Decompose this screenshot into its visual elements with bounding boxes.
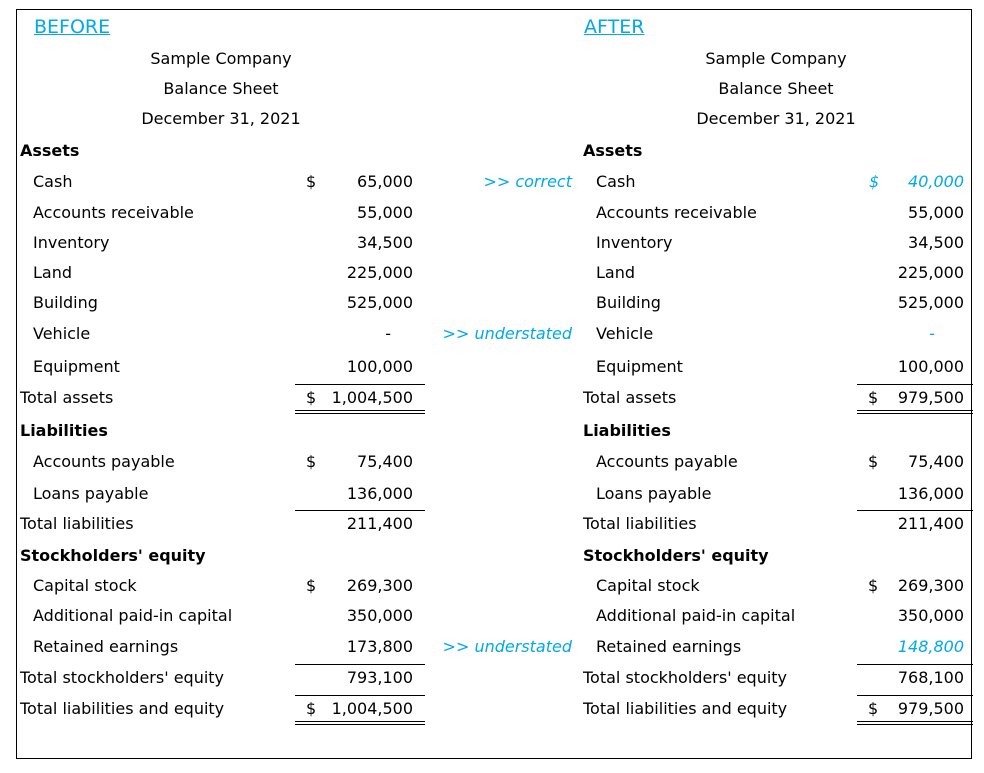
after-amount: -	[929, 324, 935, 343]
after-dollar-sign: $	[868, 452, 879, 471]
subtotal-rule	[295, 510, 425, 511]
after-amount: 211,400	[897, 514, 964, 533]
after-row-label: Stockholders' equity	[583, 546, 769, 565]
after-amount: 40,000	[908, 172, 964, 191]
before-row-label: Total liabilities	[20, 514, 134, 533]
before-dollar-sign: $	[306, 172, 317, 191]
after-title: Balance Sheet	[718, 79, 834, 98]
after-row-label: Accounts payable	[596, 452, 738, 471]
after-dollar-sign: $	[868, 699, 879, 718]
before-row-label: Accounts payable	[33, 452, 175, 471]
before-amount: 269,300	[346, 576, 413, 595]
after-row-label: Total liabilities	[583, 514, 697, 533]
after-row-label: Assets	[583, 141, 643, 160]
before-row-label: Land	[33, 263, 73, 282]
after-heading: AFTER	[584, 16, 645, 38]
before-row-label: Equipment	[33, 357, 120, 376]
before-amount: 793,100	[346, 668, 413, 687]
before-row-label: Inventory	[33, 233, 110, 252]
before-title: Balance Sheet	[163, 79, 279, 98]
before-amount: 55,000	[357, 203, 413, 222]
before-row-label: Total assets	[20, 388, 114, 407]
after-dollar-sign: $	[868, 576, 879, 595]
before-heading: BEFORE	[34, 16, 111, 38]
after-row-label: Inventory	[596, 233, 673, 252]
subtotal-rule	[857, 510, 973, 511]
after-amount: 269,300	[897, 576, 964, 595]
before-row-label: Additional paid-in capital	[33, 606, 233, 625]
after-row-label: Total liabilities and equity	[583, 699, 788, 718]
before-row-label: Retained earnings	[33, 637, 179, 656]
before-row-label: Stockholders' equity	[20, 546, 206, 565]
before-dollar-sign: $	[306, 452, 317, 471]
after-row-label: Capital stock	[596, 576, 700, 595]
before-row-label: Total stockholders' equity	[20, 668, 225, 687]
correction-note: >> understated	[442, 324, 572, 343]
double-underline	[857, 410, 973, 414]
before-amount: 211,400	[346, 514, 413, 533]
subtotal-rule	[295, 695, 425, 696]
after-amount: 148,800	[897, 637, 964, 656]
before-row-label: Liabilities	[20, 421, 108, 440]
after-amount: 979,500	[897, 699, 964, 718]
after-amount: 768,100	[897, 668, 964, 687]
before-date: December 31, 2021	[141, 109, 301, 128]
before-row-label: Accounts receivable	[33, 203, 194, 222]
before-amount: 1,004,500	[331, 388, 413, 407]
after-amount: 350,000	[897, 606, 964, 625]
after-dollar-sign: $	[869, 172, 880, 191]
after-row-label: Building	[596, 293, 661, 312]
after-amount: 979,500	[897, 388, 964, 407]
after-row-label: Total stockholders' equity	[583, 668, 788, 687]
double-underline	[295, 721, 425, 725]
before-row-label: Vehicle	[33, 324, 91, 343]
after-row-label: Liabilities	[583, 421, 671, 440]
before-amount: 173,800	[346, 637, 413, 656]
double-underline	[295, 410, 425, 414]
subtotal-rule	[857, 695, 973, 696]
subtotal-rule	[295, 384, 425, 385]
after-amount: 34,500	[908, 233, 964, 252]
before-dollar-sign: $	[306, 388, 317, 407]
before-row-label: Loans payable	[33, 484, 149, 503]
before-company: Sample Company	[150, 49, 292, 68]
after-row-label: Loans payable	[596, 484, 712, 503]
after-row-label: Land	[596, 263, 636, 282]
after-dollar-sign: $	[868, 388, 879, 407]
after-row-label: Cash	[596, 172, 636, 191]
after-amount: 75,400	[908, 452, 964, 471]
after-row-label: Accounts receivable	[596, 203, 757, 222]
before-amount: 225,000	[346, 263, 413, 282]
before-row-label: Capital stock	[33, 576, 137, 595]
after-amount: 136,000	[897, 484, 964, 503]
subtotal-rule	[857, 664, 973, 665]
before-amount: 350,000	[346, 606, 413, 625]
after-row-label: Equipment	[596, 357, 683, 376]
after-row-label: Total assets	[583, 388, 677, 407]
before-dollar-sign: $	[306, 699, 317, 718]
after-row-label: Retained earnings	[596, 637, 742, 656]
after-amount: 225,000	[897, 263, 964, 282]
before-amount: 75,400	[357, 452, 413, 471]
before-amount: 100,000	[346, 357, 413, 376]
before-row-label: Assets	[20, 141, 80, 160]
double-underline	[857, 721, 973, 725]
correction-note: >> correct	[483, 172, 572, 191]
after-amount: 55,000	[908, 203, 964, 222]
before-amount: 34,500	[357, 233, 413, 252]
after-amount: 100,000	[897, 357, 964, 376]
subtotal-rule	[295, 664, 425, 665]
before-amount: 65,000	[357, 172, 413, 191]
after-amount: 525,000	[897, 293, 964, 312]
before-amount: 1,004,500	[331, 699, 413, 718]
after-date: December 31, 2021	[696, 109, 856, 128]
subtotal-rule	[857, 384, 973, 385]
before-amount: 525,000	[346, 293, 413, 312]
correction-note: >> understated	[442, 637, 572, 656]
before-dollar-sign: $	[306, 576, 317, 595]
before-row-label: Building	[33, 293, 98, 312]
before-row-label: Total liabilities and equity	[20, 699, 225, 718]
after-row-label: Vehicle	[596, 324, 654, 343]
after-company: Sample Company	[705, 49, 847, 68]
before-row-label: Cash	[33, 172, 73, 191]
before-amount: -	[385, 324, 391, 343]
after-row-label: Additional paid-in capital	[596, 606, 796, 625]
before-amount: 136,000	[346, 484, 413, 503]
